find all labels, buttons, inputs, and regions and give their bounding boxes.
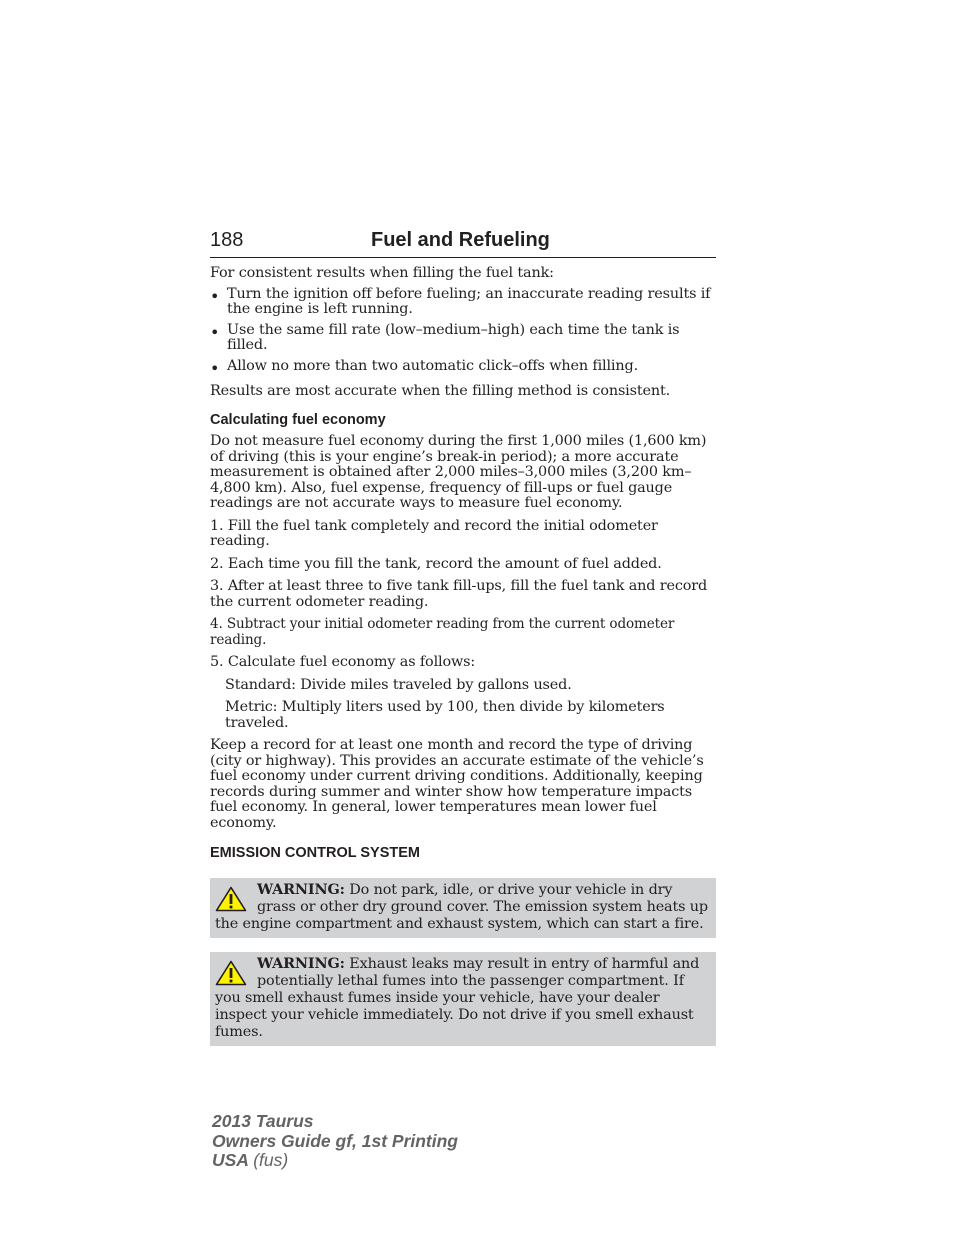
list-item (210, 287, 716, 318)
fill-intro: For consistent results when filling the fuel tank: (210, 265, 554, 281)
warning-label: WARNING: (257, 955, 345, 972)
step-2: 2. Each time you fill the tank, record the amount of fuel added. (210, 555, 662, 572)
record-paragraph: Keep a record for at least one month and record the type of driving (city or highway). This provides an accurate estimate of the vehicle’s fuel economy under current driving conditions. Additionally, keeping records during summer and winter show how temperature impacts fuel economy. In general, lower temperatures mean lower fuel economy. (210, 737, 704, 831)
bullet-text: Use the same fill rate (low–medium–high) each time the tank is filled. (227, 321, 680, 353)
warning-triangle-icon (215, 960, 247, 986)
warning-label: WARNING: (257, 881, 345, 898)
warning-text (215, 955, 710, 1041)
step-5: 5. Calculate fuel economy as follows: (210, 654, 476, 670)
bullet-dot: • (210, 358, 220, 378)
manual-page (210, 229, 716, 1046)
warning-triangle-icon (215, 886, 247, 912)
calc-heading: Calculating fuel economy (210, 412, 386, 428)
footer-guide: Owners Guide gf, 1st Printing (212, 1130, 458, 1151)
results-paragraph: Results are most accurate when the filling method is consistent. (210, 382, 671, 399)
warning-message: Do not park, idle, or drive your vehicle in dry grass or other dry ground cover. The emission system heats up the engine compartment and exhaust system, which can start a fire. (215, 882, 708, 932)
page-number: 188 (210, 229, 244, 251)
footer-region (212, 1151, 458, 1171)
page-header (210, 229, 716, 258)
page-footer (212, 1112, 458, 1171)
footer-region-code: USA (212, 1150, 249, 1170)
bullet-text: Turn the ignition off before fueling; an inaccurate reading results if the engine is left running. (227, 285, 711, 317)
section-title: Fuel and Refueling (371, 229, 550, 251)
step-1: 1. Fill the fuel tank completely and record the initial odometer reading. (210, 517, 658, 549)
list-item (210, 359, 716, 378)
footer-region-suffix: (fus) (253, 1150, 289, 1170)
bullet-text: Allow no more than two automatic click–offs when filling. (227, 357, 638, 374)
warning-text (215, 881, 710, 933)
warning-box-exhaust (210, 952, 716, 1046)
footer-model: 2013 Taurus (212, 1111, 314, 1131)
bullet-dot: • (210, 286, 220, 306)
warning-box-grass (210, 878, 716, 938)
list-item (210, 323, 716, 354)
bullet-dot: • (210, 322, 220, 342)
metric-formula: Metric: Multiply liters used by 100, then divide by kilometers traveled. (225, 699, 665, 731)
standard-formula: Standard: Divide miles traveled by gallons used. (225, 676, 572, 693)
step-4: 4. Subtract your initial odometer reading from the current odometer reading. (210, 616, 675, 648)
calc-intro: Do not measure fuel economy during the first 1,000 miles (1,600 km) of driving (this is your engine’s break-in period); a more accurate measurement is obtained after 2,000 miles–3,000 miles (3,200 km–4,800 km). Also, fuel expense, frequency of fill-ups or fuel gauge readings are not accurate ways to measure fuel economy. (210, 433, 707, 511)
warning-message: Exhaust leaks may result in entry of harmful and potentially lethal fumes into the passenger compartment. If you smell exhaust fumes inside your vehicle, have your dealer inspect your vehicle immediately. Do not drive if you smell exhaust fumes. (215, 956, 700, 1040)
emission-heading: EMISSION CONTROL SYSTEM (210, 845, 421, 861)
step-3: 3. After at least three to five tank fill-ups, fill the fuel tank and record the current odometer reading. (210, 578, 708, 610)
